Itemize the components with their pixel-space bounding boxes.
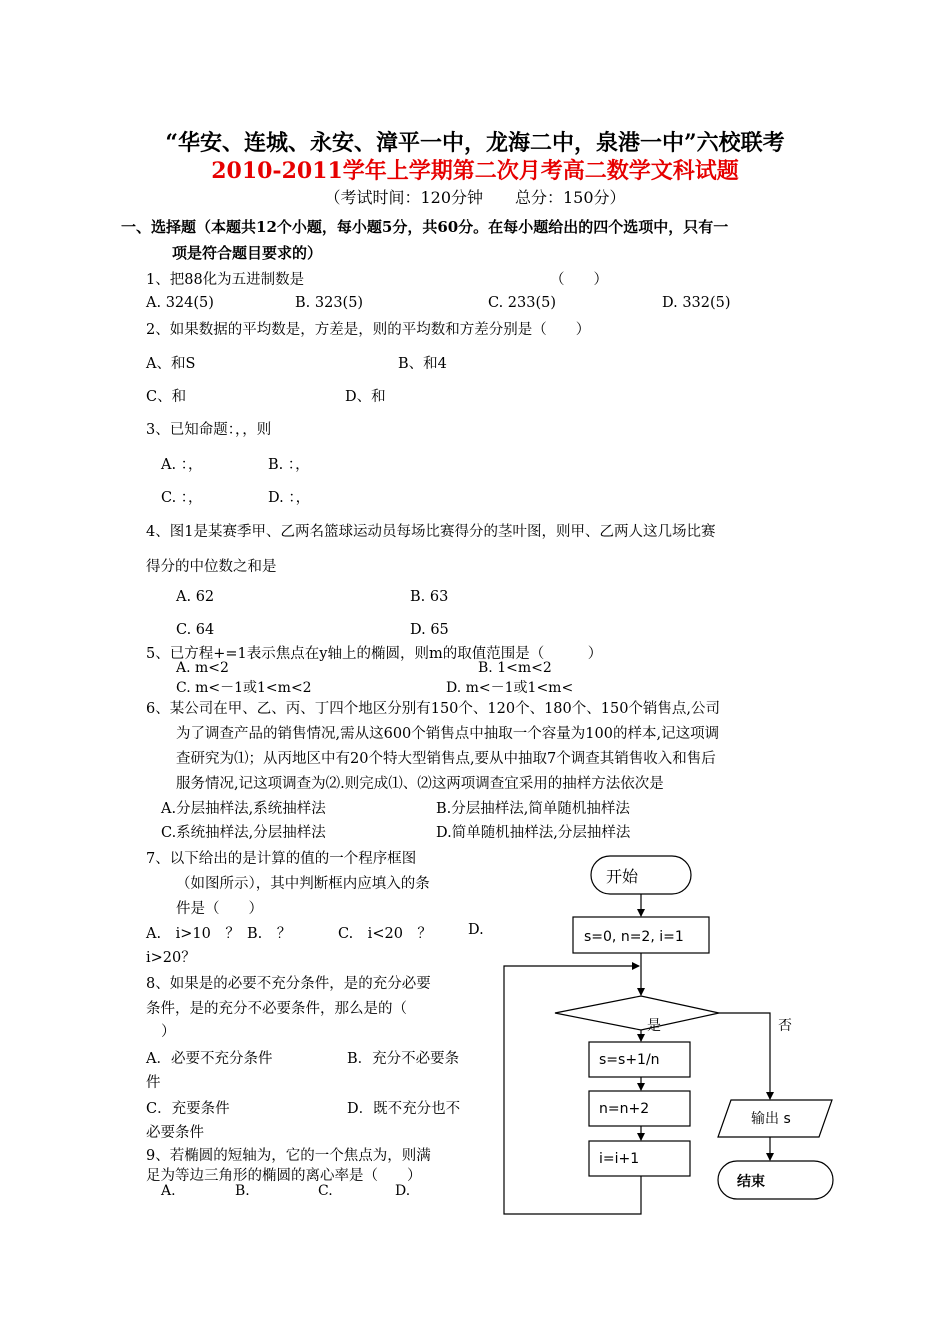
q9-option-b: B. xyxy=(235,1183,250,1199)
q9-option-c: C. xyxy=(318,1183,333,1199)
q7-option-c: C. i<20 ？ xyxy=(338,926,432,942)
section-heading-cont: 项是符合题目要求的） xyxy=(172,244,323,262)
q5-stem: 5、已方程+=1表示焦点在y轴上的椭圆，则m的取值范围是（ ） xyxy=(146,646,603,662)
q8-option-d: D．既不充分也不 xyxy=(347,1101,461,1117)
q4-option-a: A. 62 xyxy=(176,589,215,605)
q6-option-b: B.分层抽样法,简单随机抽样法 xyxy=(436,801,630,817)
q8-option-d-cont: 必要条件 xyxy=(146,1125,204,1141)
q6-option-c: C.系统抽样法,分层抽样法 xyxy=(161,825,326,841)
q8-stem-3: ） xyxy=(161,1024,176,1040)
flowchart-yes-label: 是 xyxy=(647,1018,661,1034)
q8-stem-2: 条件，是的充分不必要条件，那么是的（ xyxy=(146,1001,407,1017)
q7-stem-2: （如图所示），其中判断框内应填入的条 xyxy=(176,876,430,892)
q9-stem: 9、若椭圆的短轴为，它的一个焦点为，则满 xyxy=(146,1148,431,1164)
q9-option-d: D. xyxy=(395,1183,411,1199)
q1-option-a: A. 324(5) xyxy=(146,295,214,311)
flowchart-step-n-label: n=n+2 xyxy=(599,1101,650,1117)
q1-option-b: B. 323(5) xyxy=(295,295,364,311)
q7-option-d-value: i>20？ xyxy=(146,950,196,966)
q6-stem: 6、某公司在甲、乙、丙、丁四个地区分别有150个、120个、180个、150个销售点,公司 xyxy=(146,701,721,717)
q5-option-c: C. m<－1或1<m<2 xyxy=(176,680,312,696)
q1-stem: 1、把88化为五进制数是 xyxy=(146,272,305,288)
q6-option-d: D.简单随机抽样法,分层抽样法 xyxy=(436,825,631,841)
q2-option-a: A、和S xyxy=(146,356,196,372)
q4-option-c: C. 64 xyxy=(176,622,215,638)
exam-subtitle-red: 2010-2011学年上学期第二次月考高二数学文科试题 xyxy=(211,158,739,184)
q7-option-d: D. xyxy=(468,922,484,938)
flowchart-arrow-no xyxy=(719,1013,770,1099)
q7-stem-3: 件是（ ） xyxy=(176,901,263,917)
q6-option-a: A.分层抽样法,系统抽样法 xyxy=(161,801,326,817)
q4-option-d: D. 65 xyxy=(410,622,449,638)
q1-answer-blank: （ ） xyxy=(550,272,608,288)
q4-stem-cont: 得分的中位数之和是 xyxy=(146,559,277,575)
q7-option-b: B. ？ xyxy=(247,926,292,942)
q2-stem: 2、如果数据的平均数是，方差是，则的平均数和方差分别是（ ） xyxy=(146,322,591,338)
q8-option-a: A．必要不充分条件 xyxy=(146,1051,273,1067)
q3-option-d: D. ：， xyxy=(268,490,311,506)
q6-stem-2: 为了调查产品的销售情况,需从这600个销售点中抽取一个容量为100的样本,记这项调 xyxy=(176,726,720,742)
q8-option-c: C．充要条件 xyxy=(146,1101,230,1117)
q2-option-d: D、和 xyxy=(345,389,386,405)
flowchart-start-label: 开始 xyxy=(606,867,639,886)
exam-title: “华安、连城、永安、漳平一中，龙海二中，泉港一中”六校联考 xyxy=(165,130,785,156)
flowchart-end-label: 结束 xyxy=(737,1174,765,1190)
flowchart-step-s-label: s=s+1/n xyxy=(599,1052,660,1068)
q8-stem: 8、如果是的必要不充分条件，是的充分必要 xyxy=(146,976,431,992)
q3-option-c: C. ：， xyxy=(161,490,203,506)
flowchart-decision-diamond xyxy=(555,996,719,1030)
q1-option-c: C. 233(5) xyxy=(488,295,557,311)
q6-stem-4: 服务情况,记这项调查为⑵.则完成⑴、⑵这两项调查宜采用的抽样方法依次是 xyxy=(176,776,664,792)
q2-option-c: C、和 xyxy=(146,389,187,405)
section-heading: 一、选择题（本题共12个小题，每小题5分，共60分。在每小题给出的四个选项中，只有一 xyxy=(121,218,729,236)
q3-option-b: B. ：， xyxy=(268,457,310,473)
q8-option-b-cont: 件 xyxy=(146,1075,161,1091)
q5-option-b: B. 1<m<2 xyxy=(478,660,552,676)
q3-option-a: A. ：， xyxy=(161,457,203,473)
q4-stem: 4、图1是某赛季甲、乙两名篮球运动员每场比赛得分的茎叶图，则甲、乙两人这几场比赛 xyxy=(146,524,716,540)
q3-stem: 3、已知命题：，，则 xyxy=(146,422,272,438)
q1-option-d: D. 332(5) xyxy=(662,295,731,311)
q8-option-b: B．充分不必要条 xyxy=(347,1051,460,1067)
exam-info: （考试时间：120分钟 总分：150分） xyxy=(324,188,626,207)
q6-stem-3: 查研究为⑴；从丙地区中有20个特大型销售点,要从中抽取7个调查其销售收入和售后 xyxy=(176,751,716,767)
flowchart-end-terminal xyxy=(718,1161,833,1199)
q7-stem: 7、以下给出的是计算的值的一个程序框图 xyxy=(146,851,417,867)
q5-option-d: D. m<－1或1<m< xyxy=(446,680,574,696)
q7-option-a: A. i>10 ？ xyxy=(146,926,240,942)
flowchart-no-label: 否 xyxy=(778,1018,792,1034)
flowchart-init-label: s=0, n=2, i=1 xyxy=(584,929,684,945)
flowchart-step-i-label: i=i+1 xyxy=(599,1151,640,1167)
flowchart-output-label: 输出 s xyxy=(751,1111,791,1127)
q9-stem-2: 足为等边三角形的椭圆的离心率是（ ） xyxy=(146,1168,422,1184)
q5-option-a: A. m<2 xyxy=(176,660,229,676)
q9-option-a: A. xyxy=(161,1183,176,1199)
q2-option-b: B、和4 xyxy=(398,356,447,372)
q4-option-b: B. 63 xyxy=(410,589,449,605)
